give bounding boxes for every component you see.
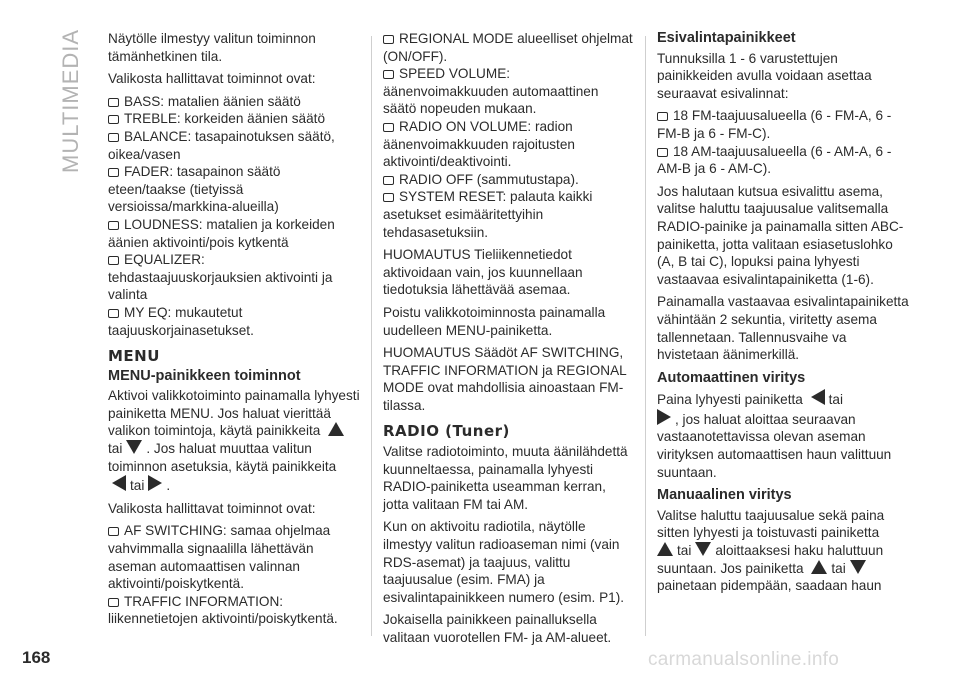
paragraph: Tunnuksilla 1 - 6 varustettujen painikkeiden avulla voidaan asettaa seuraavat esivalinnat: xyxy=(657,50,872,101)
section-heading: RADIO (Tuner) xyxy=(383,422,510,441)
list-item: SYSTEM RESET: palauta kaikki asetukset esimääritettyihin tehdasasetuksiin. xyxy=(383,189,593,240)
paragraph: Jos halutaan kutsua esivalittu asema, valitse haluttu taajuusalue valitsemalla RADIO-painike ja painamalla sitten ABC-painiketta, jotta valitaan esiasetuslohko (A, B tai C), lopuksi paina lyhyesti vastaavaa esivalintapainiketta (1-6). xyxy=(657,183,904,287)
checkbox-bullet-icon xyxy=(108,309,119,318)
list-item: RADIO ON VOLUME: radion äänenvoimakkuuden rajoitusten aktivointi/deaktivointi. xyxy=(383,118,575,170)
list-item: TRAFFIC INFORMATION: liikennetietojen aktivointi/poiskytkentä. xyxy=(108,593,338,627)
list-item: LOUDNESS: matalien ja korkeiden äänien aktivointi/pois kytkentä xyxy=(108,216,335,250)
subheading: Esivalintapainikkeet xyxy=(657,30,796,46)
checkbox-bullet-icon xyxy=(108,115,119,124)
arrow-down-icon xyxy=(850,560,866,574)
checkbox-bullet-icon xyxy=(657,148,668,157)
column-divider xyxy=(371,36,372,636)
paragraph: HUOMAUTUS Säädöt AF SWITCHING, TRAFFIC INFORMATION ja REGIONAL MODE ovat mahdollisia ainoastaan FM-tilassa. xyxy=(383,345,627,413)
paragraph: Valikosta hallittavat toiminnot ovat: xyxy=(108,500,316,516)
paragraph: Valitse radiotoiminto, muuta äänilähdettä kuunneltaessa, painamalla lyhyesti RADIO-painiketta useamman kerran, jotta valitaan FM tai AM. xyxy=(383,444,628,512)
list-item: AF SWITCHING: samaa ohjelmaa vahvimmalla signaalilla lähettävän aseman automaattisen valinnan aktivointi/poiskytkentä. xyxy=(108,523,331,592)
column-1 xyxy=(108,30,360,628)
arrow-up-icon xyxy=(811,560,827,574)
list-item: BASS: matalien äänien säätö xyxy=(108,93,360,111)
arrow-left-icon xyxy=(112,475,126,491)
list-item: 18 AM-taajuusalueella (6 - AM-A, 6 - AM-B ja 6 - AM-C). xyxy=(657,143,892,177)
list-item: RADIO OFF (sammutustapa). xyxy=(383,171,635,189)
checkbox-bullet-icon xyxy=(108,598,119,607)
arrow-left-icon xyxy=(811,389,825,405)
section-heading: MENU xyxy=(108,347,160,366)
section-title-vertical: MULTIMEDIA xyxy=(58,28,83,173)
paragraph: Aktivoi valikkotoiminto painamalla lyhyesti painiketta MENU. Jos haluat vierittää valikon toimintoja, käytä painikkeita tai . Jos haluat muuttaa valitun toiminnon asetuksia, käytä painikkeita tai . xyxy=(108,388,360,494)
checkbox-bullet-icon xyxy=(108,527,119,536)
checkbox-bullet-icon xyxy=(383,176,394,185)
list-item: REGIONAL MODE alueelliset ohjelmat (ON/OFF). xyxy=(383,31,633,64)
checkbox-bullet-icon xyxy=(108,168,119,177)
column-2 xyxy=(383,30,635,652)
paragraph: Valitse haluttu taajuusalue sekä paina sitten lyhyesti ja toistuvasti painiketta tai aloittaaksesi haku haluttuun suuntaan. Jos painiketta taipainetaan pidempään, saadaan haun xyxy=(657,507,885,594)
checkbox-bullet-icon xyxy=(108,98,119,107)
list-item: EQUALIZER: tehdastaajuuskorjauksien aktivointi ja valinta xyxy=(108,252,333,303)
list-item: TREBLE: korkeiden äänien säätö xyxy=(108,110,360,128)
paragraph: Näytölle ilmestyy valitun toiminnon tämänhetkinen tila. xyxy=(108,31,316,64)
arrow-down-icon xyxy=(695,542,711,556)
page-number: 168 xyxy=(22,648,51,667)
paragraph: Valikosta hallittavat toiminnot ovat: xyxy=(108,71,316,87)
checkbox-bullet-icon xyxy=(383,123,394,132)
paragraph: HUOMAUTUS Tieliikennetiedot aktivoidaan vain, jos kuunnellaan tiedotuksia lähettävää asemaa. xyxy=(383,247,583,298)
list-item: SPEED VOLUME: äänenvoimakkuuden automaattinen säätö nopeuden mukaan. xyxy=(383,66,599,117)
checkbox-bullet-icon xyxy=(383,35,394,44)
list-item: BALANCE: tasapainotuksen säätö, oikea/vasen xyxy=(108,128,335,162)
list-item: FADER: tasapainon säätö eteen/taakse (tietyissä versioissa/markkina-alueilla) xyxy=(108,164,281,215)
arrow-up-icon xyxy=(657,542,673,556)
column-divider xyxy=(645,36,646,636)
paragraph: Jokaisella painikkeen painalluksella valitaan vuorotellen FM- ja AM-alueet. xyxy=(383,612,612,645)
list-item: MY EQ: mukautetut taajuuskorjainasetukset. xyxy=(108,304,254,338)
list-item: 18 FM-taajuusalueella (6 - FM-A, 6 - FM-B ja 6 - FM-C). xyxy=(657,108,892,141)
checkbox-bullet-icon xyxy=(108,221,119,230)
paragraph: Painamalla vastaavaa esivalintapainiketta vähintään 2 sekuntia, viritetty asema tallennetaan. Tallennusvaihe va hvistetaan äänimerkillä. xyxy=(657,294,909,363)
arrow-up-icon xyxy=(328,422,344,436)
checkbox-bullet-icon xyxy=(657,112,668,121)
subheading: MENU-painikkeen toiminnot xyxy=(108,367,301,384)
checkbox-bullet-icon xyxy=(383,70,394,79)
paragraph: Kun on aktivoitu radiotila, näytölle ilmestyy valitun radioaseman nimi (vain RDS-asemat) ja taajuus, valittu taajuusalue (esim. FMA) ja esivalintapainikkeen numero (esim. P1). xyxy=(383,519,625,605)
paragraph: Poistu valikkotoiminnosta painamalla uudelleen MENU-painiketta. xyxy=(383,304,606,338)
watermark: carmanualsonline.info xyxy=(648,649,840,670)
column-3 xyxy=(657,30,909,600)
arrow-down-icon xyxy=(126,440,142,454)
subheading: Automaattinen viritys xyxy=(657,369,806,386)
checkbox-bullet-icon xyxy=(383,193,394,202)
arrow-right-icon xyxy=(657,409,671,425)
checkbox-bullet-icon xyxy=(108,133,119,142)
arrow-right-icon xyxy=(148,475,162,491)
paragraph: Paina lyhyesti painiketta tai , jos haluat aloittaa seuraavan vastaanotettavissa olevan aseman virityksen automaattisen haun valittuun suuntaan. xyxy=(657,389,909,481)
checkbox-bullet-icon xyxy=(108,256,119,265)
subheading: Manuaalinen viritys xyxy=(657,487,792,504)
